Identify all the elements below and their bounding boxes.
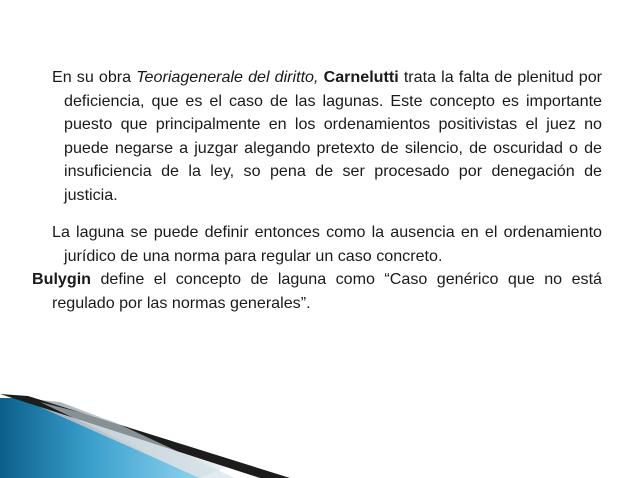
author-bulygin: Bulygin: [32, 270, 92, 288]
paragraph-bulygin: [32, 268, 602, 315]
blue-wedge-shape: [0, 398, 200, 478]
p2-text: La laguna se puede definir entonces como la ausencia en el ordenamiento jurídico de una norma para regular un caso concreto.: [52, 223, 602, 265]
p3-rest: define el concepto de laguna como “Caso genérico que no está regulado por las normas generales”.: [52, 270, 602, 312]
work-title: Teoriagenerale del diritto,: [136, 68, 319, 86]
p1-rest: trata la falta de plenitud por deficiencia, que es el caso de las lagunas. Este concepto es importante puesto que principalmente en los ordenamientos positivistas el juez no puede negarse a juzgar alegando pretexto de silencio, de oscuridad o de insuficiencia de la ley, so pena de ser procesado por denegación de justicia.: [64, 68, 602, 204]
paragraph-laguna-definition: [32, 221, 602, 268]
author-carnelutti: Carnelutti: [323, 68, 399, 86]
p1-intro: En su obra: [52, 68, 137, 86]
slide-body: [32, 66, 602, 315]
paragraph-carnelutti: [32, 66, 602, 207]
